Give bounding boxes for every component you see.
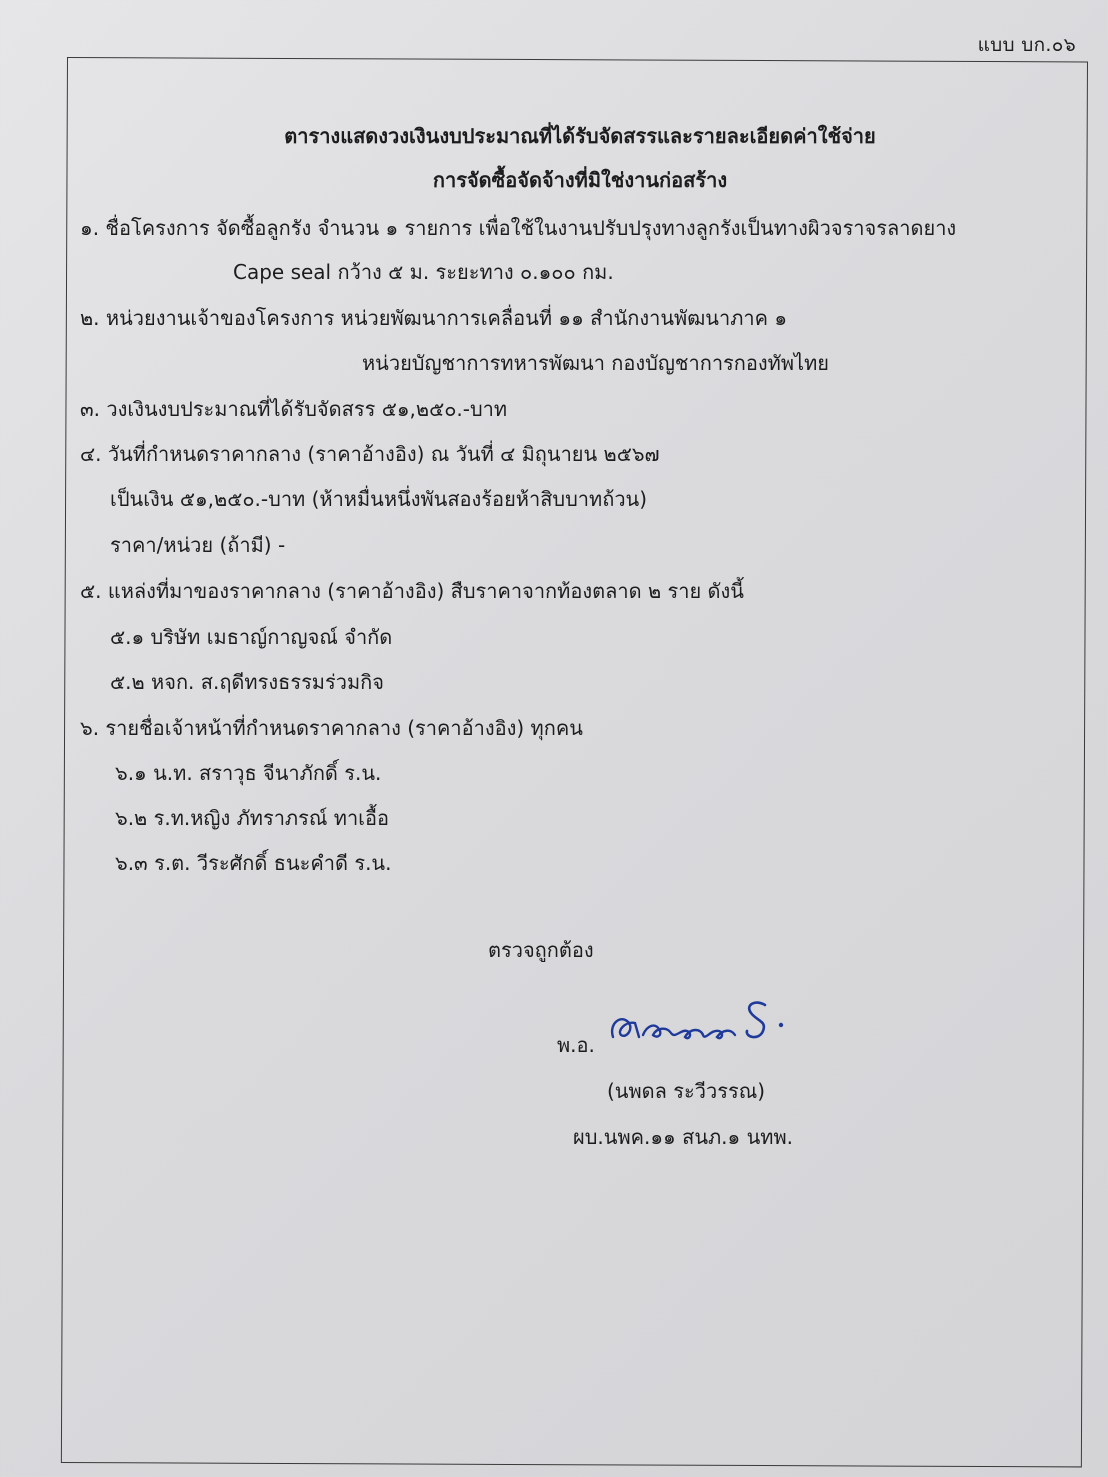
- signer-name: (นพดล ระวีวรรณ): [607, 1079, 766, 1103]
- item-4-unit-price: ราคา/หน่วย (ถ้ามี) -: [110, 533, 286, 557]
- item-2-owner-unit: ๒. หน่วยงานเจ้าของโครงการ หน่วยพัฒนาการเคลื่อนที่ ๑๑ สำนักงานพัฒนาภาค ๑: [80, 306, 788, 330]
- item-4-reference-date: ๔. วันที่กำหนดราคากลาง (ราคาอ้างอิง) ณ วันที่ ๔ มิถุนายน ๒๕๖๗: [80, 442, 660, 466]
- item-5-2-supplier: ๕.๒ หจก. ส.ฤดีทรงธรรมร่วมกิจ: [110, 670, 384, 694]
- item-5-price-source: ๕. แหล่งที่มาของราคากลาง (ราคาอ้างอิง) สืบราคาจากท้องตลาด ๒ ราย ดังนี้: [80, 579, 744, 603]
- verified-label: ตรวจถูกต้อง: [488, 938, 594, 962]
- title-line-1: ตารางแสดงวงเงินงบประมาณที่ได้รับจัดสรรและรายละเอียดค่าใช้จ่าย: [284, 124, 876, 148]
- item-6-2-official: ๖.๒ ร.ท.หญิง ภัทราภรณ์ ทาเอื้อ: [115, 806, 390, 830]
- signer-rank: พ.อ.: [557, 1033, 595, 1057]
- signer-position: ผบ.นพค.๑๑ สนภ.๑ นทพ.: [573, 1125, 793, 1149]
- handwritten-signature: [605, 985, 805, 1055]
- form-code: แบบ บก.๐๖: [977, 34, 1076, 56]
- item-3-budget: ๓. วงเงินงบประมาณที่ได้รับจัดสรร ๕๑,๒๕๐.-บาท: [80, 397, 508, 421]
- title-line-2: การจัดซื้อจัดจ้างที่มิใช่งานก่อสร้าง: [432, 168, 728, 192]
- item-1-project-name: ๑. ชื่อโครงการ จัดซื้อลูกรัง จำนวน ๑ รายการ เพื่อใช้ในงานปรับปรุงทางลูกรังเป็นทางผิวจราจรลาดยาง: [80, 216, 957, 240]
- item-5-1-supplier: ๕.๑ บริษัท เมธาญ์กาญจณ์ จำกัด: [110, 625, 393, 649]
- item-6-1-official: ๖.๑ น.ท. สราวุธ จีนาภักดิ์ ร.น.: [115, 761, 382, 785]
- item-6-officials: ๖. รายชื่อเจ้าหน้าที่กำหนดราคากลาง (ราคาอ้างอิง) ทุกคน: [80, 716, 583, 740]
- item-1-project-detail: Cape seal กว้าง ๕ ม. ระยะทาง ๐.๑๐๐ กม.: [233, 260, 614, 284]
- item-2-owner-unit-continued: หน่วยบัญชาการทหารพัฒนา กองบัญชาการกองทัพไทย: [362, 351, 830, 375]
- item-4-amount: เป็นเงิน ๕๑,๒๕๐.-บาท (ห้าหมื่นหนึ่งพันสองร้อยห้าสิบบาทถ้วน): [110, 487, 648, 511]
- item-6-3-official: ๖.๓ ร.ต. วีระศักดิ์ ธนะคำดี ร.น.: [115, 851, 392, 875]
